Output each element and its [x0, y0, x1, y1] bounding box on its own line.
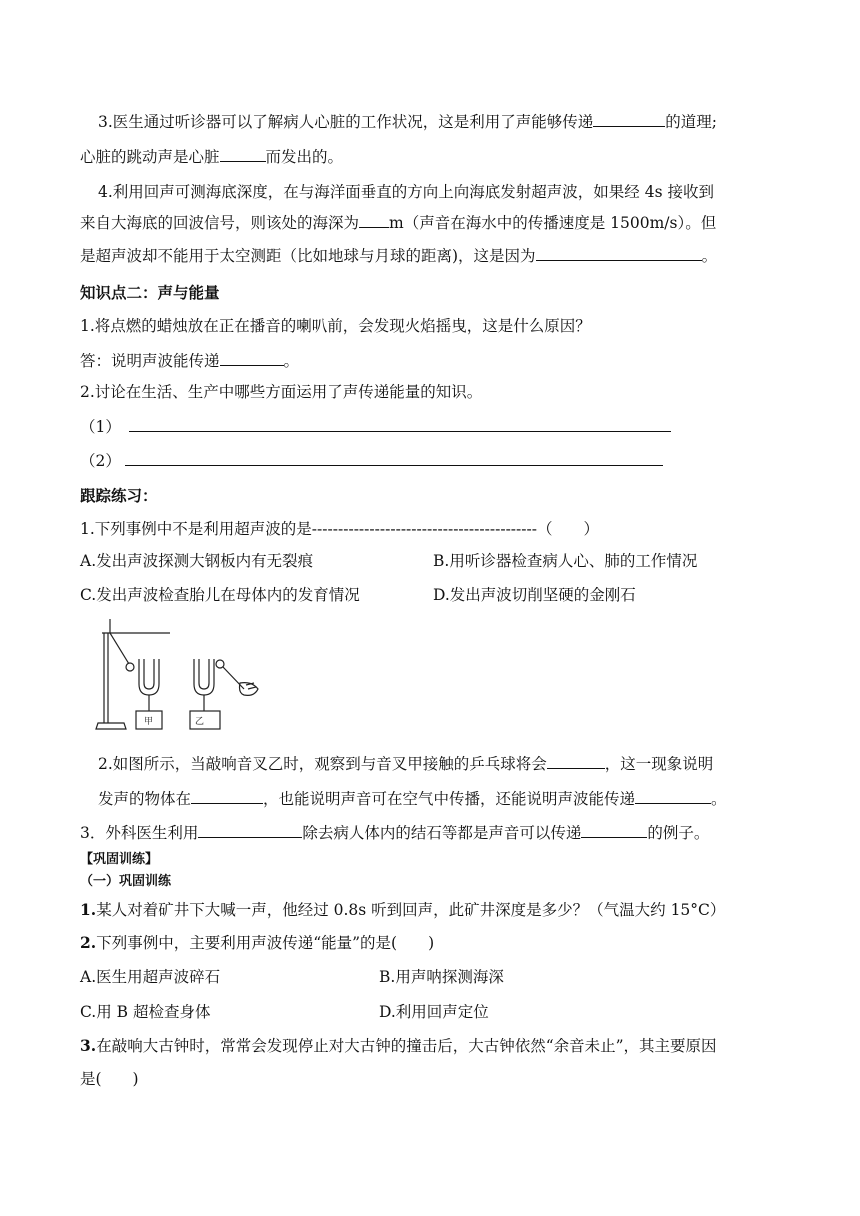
blank-q2-b[interactable] — [191, 788, 263, 804]
practice-opt-c: C.发出声波检查胎儿在母体内的发育情况 — [80, 586, 360, 604]
p3-text-a: 3．外科医生利用 — [80, 824, 199, 842]
q4-line3 — [80, 245, 717, 267]
knowledge2-answer — [80, 350, 299, 372]
consolidate-q3-line2: 是( ) — [80, 1070, 139, 1088]
fork-label-jia: 甲 — [144, 717, 154, 727]
q3-text-a: 3.医生通过听诊器可以了解病人心脏的工作状况，这是利用了声能够传递 — [98, 113, 594, 131]
blank-q2-a[interactable] — [547, 753, 605, 769]
practice-opt-d: D.发出声波切削坚硬的金刚石 — [433, 586, 636, 604]
q4-line2 — [80, 212, 716, 234]
blank-q3-b[interactable] — [220, 146, 266, 162]
answer-text: 答：说明声波能传递 — [80, 352, 220, 370]
practice-opt-a: A.发出声波探测大钢板内有无裂痕 — [80, 552, 314, 570]
q3-text-d: 而发出的。 — [265, 148, 344, 166]
blank-q4-b[interactable] — [536, 245, 702, 261]
q3c-text: 在敲响大古钟时，常常会发现停止对大古钟的撞击后，大古钟依然“余音未止”，其主要原因 — [96, 1037, 717, 1055]
answer-end: 。 — [283, 352, 300, 370]
q2-text-b: ，这一现象说明 — [604, 755, 714, 773]
blank-p3-b[interactable] — [581, 822, 647, 838]
practice-q2-line1 — [98, 753, 713, 775]
q2-number: 2. — [80, 933, 97, 952]
q4-text-c: 是超声波却不能用于太空测距（比如地球与月球的距离)，这是因为 — [80, 247, 536, 265]
knowledge2-q2: 2.讨论在生活、生产中哪些方面运用了声传递能量的知识。 — [80, 383, 483, 401]
consolidate-q1 — [80, 899, 725, 921]
p3-text-c: 的例子。 — [647, 824, 710, 842]
knowledge2-heading: 知识点二：声与能量 — [80, 283, 220, 302]
blank-q2-c[interactable] — [635, 788, 711, 804]
consolidate-opt-d: D.利用回声定位 — [379, 1003, 489, 1021]
q2-text-d: ，也能说明声音可在空气中传播，还能说明声波能传递 — [263, 790, 636, 808]
q3-text-b: 的道理; — [665, 113, 718, 131]
p3-text-b: 除去病人体内的结石等都是声音可以传递 — [302, 824, 582, 842]
q3-text-c: 心脏的跳动声是心脏 — [80, 148, 220, 166]
consolidate-q3-line1 — [80, 1035, 717, 1057]
q2-text: 下列事例中，主要利用声波传递“能量”的是( ) — [96, 934, 435, 952]
consolidate-q2 — [80, 932, 434, 954]
q4-line1: 4.利用回声可测海底深度，在与海洋面垂直的方向上向海底发射超声波，如果经 4s 接收到 — [98, 183, 714, 201]
item1-label: （1） — [80, 418, 121, 436]
q1-number: 1. — [80, 900, 97, 919]
tuning-fork-figure — [94, 619, 264, 734]
q4-text-b: m（声音在海水中的传播速度是 1500m/s）。但 — [389, 214, 717, 232]
blank-item2[interactable] — [125, 450, 663, 466]
consolidate-heading: 【巩固训练】 — [80, 852, 159, 867]
q4-text-a: 来自大海底的回波信号，则该处的海深为 — [80, 214, 360, 232]
practice-q3 — [80, 822, 709, 844]
q2-text-a: 2.如图所示，当敲响音叉乙时，观察到与音叉甲接触的乒乓球将会 — [98, 755, 547, 773]
knowledge2-q1: 1.将点燃的蜡烛放在正在播音的喇叭前，会发现火焰摇曳，这是什么原因？ — [80, 317, 591, 335]
consolidate-opt-c: C.用 B 超检查身体 — [80, 1003, 211, 1021]
blank-q4-a[interactable] — [359, 212, 389, 228]
q3-line2 — [80, 146, 343, 168]
q3c-number: 3. — [80, 1036, 97, 1055]
knowledge2-item1 — [80, 416, 671, 438]
blank-q3-a[interactable] — [593, 111, 665, 127]
q1-text: 某人对着矿井下大喊一声，他经过 0.8s 听到回声，此矿井深度是多少？（气温大约 15°C） — [96, 901, 726, 919]
knowledge2-item2 — [80, 450, 663, 472]
practice-opt-b: B.用听诊器检查病人心、肺的工作情况 — [433, 552, 698, 570]
q2-text-c: 发声的物体在 — [98, 790, 192, 808]
q2-text-e: 。 — [711, 790, 727, 808]
q4-text-d: 。 — [701, 247, 718, 265]
blank-answer[interactable] — [220, 350, 284, 366]
item2-label: （2） — [80, 452, 121, 470]
consolidate-subheading: （一）巩固训练 — [80, 874, 172, 889]
consolidate-opt-b: B.用声呐探测海深 — [379, 968, 504, 986]
q3-line1 — [98, 111, 717, 133]
fork-label-yi: 乙 — [195, 717, 205, 727]
blank-item1[interactable] — [129, 416, 671, 432]
practice-q2-line2 — [98, 788, 727, 810]
consolidate-opt-a: A.医生用超声波碎石 — [80, 968, 221, 986]
practice-heading: 跟踪练习： — [80, 486, 158, 505]
blank-p3-a[interactable] — [198, 822, 302, 838]
practice-q1: 1.下列事例中不是利用超声波的是-------------------------------------------（ ） — [80, 520, 599, 538]
